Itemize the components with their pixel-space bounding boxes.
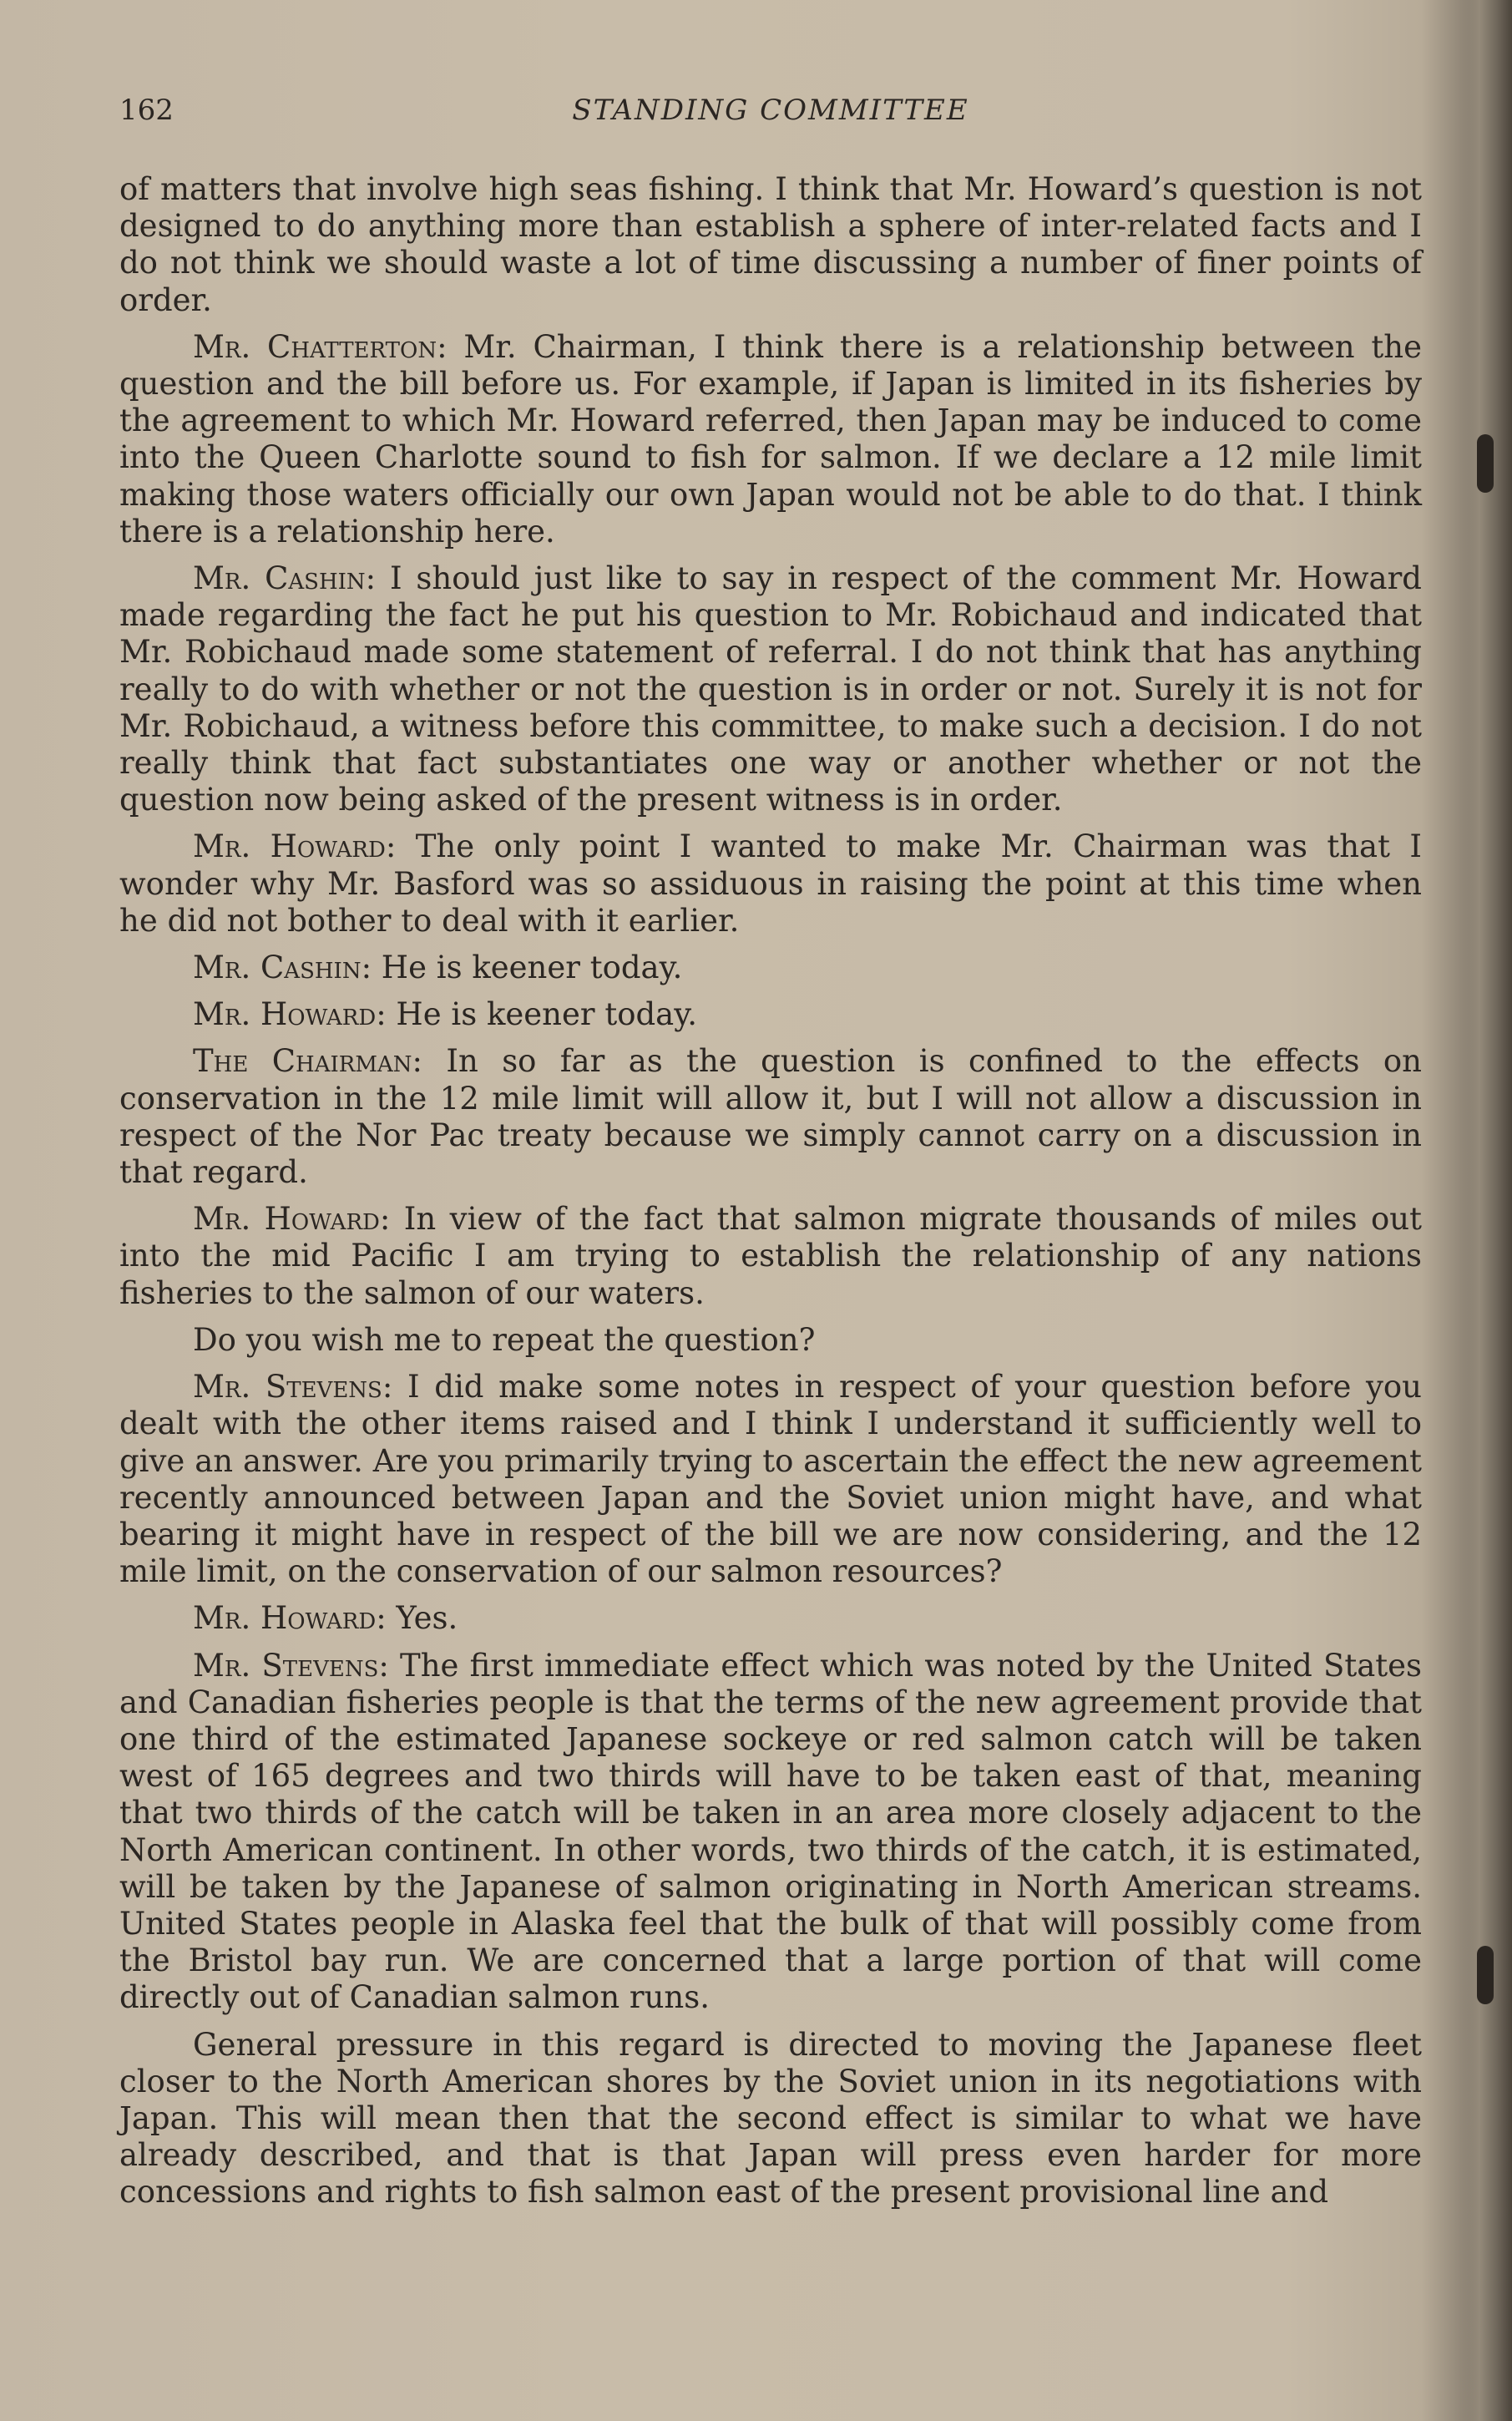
body-text bbox=[119, 171, 1422, 2221]
paragraph-text: He is keener today. bbox=[386, 996, 697, 1033]
paragraph bbox=[119, 1043, 1422, 1191]
book-spine-shadow bbox=[1462, 0, 1512, 2421]
speaker-name: Mr. Chatterton: bbox=[193, 328, 448, 365]
paragraph bbox=[119, 1322, 1422, 1359]
paragraph bbox=[119, 1201, 1422, 1312]
paragraph-text: Yes. bbox=[386, 1600, 458, 1637]
paragraph-text: of matters that involve high seas fishing. I think that Mr. Howard’s question is not designed to do anything more than establish a sphere of inter-related facts and I do not think we should waste a lot of time discussing a number of finer points of order. bbox=[119, 171, 1422, 318]
page-number: 162 bbox=[119, 94, 174, 127]
paragraph-text: The first immediate effect which was noted by the United States and Canadian fisheries people is that the terms of the new agreement provide that one third of the estimated Japanese sockeye or red salmon catch will be taken west of 165 degrees and two thirds will have to be taken east of that, meaning that two thirds of the catch will be taken in an area more closely adjacent to the North American continent. In other words, two thirds of the catch, it is estimated, will be taken by the Japanese of salmon originating in North American streams. United States people in Alaska feel that the bulk of that will possibly come from the Bristol bay run. We are concerned that a large portion of that will come directly out of Canadian salmon runs. bbox=[119, 1647, 1423, 2016]
paragraph-text: In view of the fact that salmon migrate thousands of miles out into the mid Pacific I am trying to establish the relationship of any nations fisheries to the salmon of our waters. bbox=[119, 1201, 1422, 1311]
paragraph bbox=[119, 171, 1422, 319]
paragraph-text: Do you wish me to repeat the question? bbox=[193, 1321, 816, 1358]
paragraph-text: The only point I wanted to make Mr. Chairman was that I wonder why Mr. Basford was so assiduous in raising the point at this time when he did not bother to deal with it earlier. bbox=[119, 828, 1422, 939]
paragraph-text: General pressure in this regard is directed to moving the Japanese fleet closer to the North American shores by the Soviet union in its negotiations with Japan. This will mean then that the second effect is similar to what we have already described, and that is that Japan will press even harder for more concessions and rights to fish salmon east of the present provisional line and bbox=[119, 2026, 1422, 2211]
paragraph-text: In so far as the question is confined to the effects on conservation in the 12 mile limit will allow it, but I will not allow a discussion in respect of the Nor Pac treaty because we simply cannot carry on a discussion in that regard. bbox=[119, 1043, 1422, 1191]
paragraph-text: Mr. Chairman, I think there is a relationship between the question and the bill before us. For example, if Japan is limited in its fisheries by the agreement to which Mr. Howard referred, then Japan may be induced to come into the Queen Charlotte sound to fish for salmon. If we declare a 12 mile limit making those waters officially our own Japan would not be able to do that. I think there is a relationship here. bbox=[119, 328, 1422, 550]
paragraph bbox=[119, 1648, 1422, 2017]
page-header bbox=[119, 94, 1422, 135]
running-head: STANDING COMMITTEE bbox=[572, 94, 969, 127]
paragraph bbox=[119, 2027, 1422, 2211]
paragraph bbox=[119, 560, 1422, 818]
binding-hole bbox=[1477, 434, 1494, 493]
paragraph-text: I should just like to say in respect of the comment Mr. Howard made regarding the fact he put his question to Mr. Robichaud and indicated that Mr. Robichaud made some statement of referral. I do not think that has anything really to do with whether or not the question is in order or not. Surely it is not for Mr. Robichaud, a witness before this committee, to make such a decision. I do not really think that fact substantiates one way or another whether or not the question now being asked of the present witness is in order. bbox=[119, 560, 1422, 818]
binding-hole bbox=[1477, 1946, 1494, 2004]
paragraph bbox=[119, 329, 1422, 550]
paragraph bbox=[119, 950, 1422, 986]
speaker-name: Mr. Howard: bbox=[193, 996, 387, 1033]
speaker-name: Mr. Stevens: bbox=[193, 1647, 389, 1684]
paragraph bbox=[119, 1369, 1422, 1590]
speaker-name: Mr. Howard: bbox=[193, 828, 397, 865]
paragraph bbox=[119, 1600, 1422, 1637]
paragraph bbox=[119, 828, 1422, 940]
speaker-name: Mr. Howard: bbox=[193, 1201, 391, 1238]
speaker-name: Mr. Cashin: bbox=[193, 560, 377, 597]
speaker-name: Mr. Stevens: bbox=[193, 1369, 393, 1405]
speaker-name: The Chairman: bbox=[193, 1043, 422, 1080]
paragraph bbox=[119, 996, 1422, 1033]
paragraph-text: He is keener today. bbox=[372, 950, 683, 986]
speaker-name: Mr. Howard: bbox=[193, 1600, 387, 1637]
speaker-name: Mr. Cashin: bbox=[193, 950, 372, 986]
paragraph-text: I did make some notes in respect of your question before you dealt with the other items raised and I think I understand it sufficiently well to give an answer. Are you primarily trying to ascertain the effect the new agreement recently announced between Japan and the Soviet union might have, and what bearing it might have in respect of the bill we are now considering, and the 12 mile limit, on the conservation of our salmon resources? bbox=[119, 1369, 1423, 1590]
